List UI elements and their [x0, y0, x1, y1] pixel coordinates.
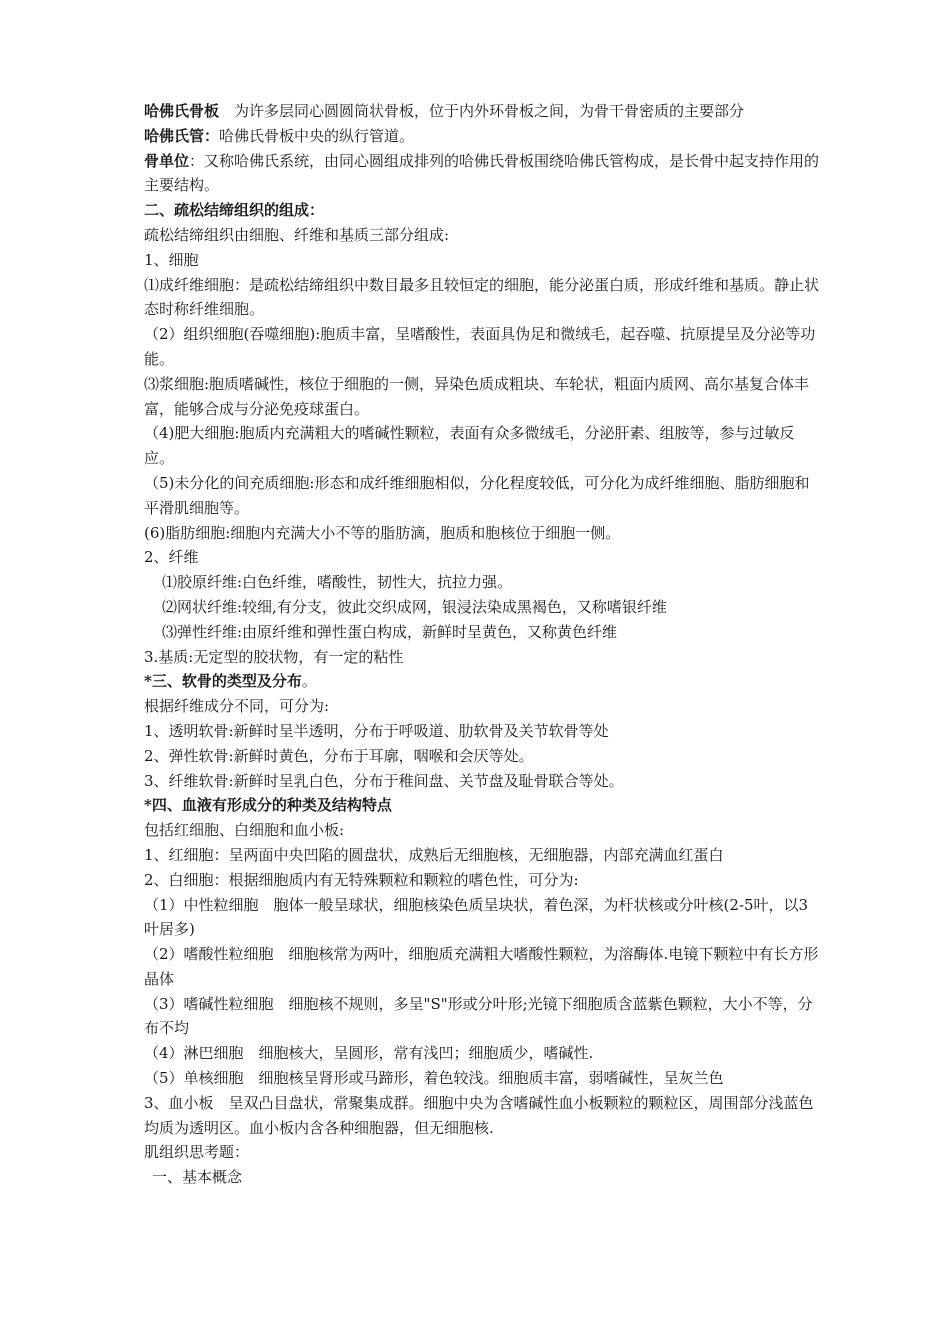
- paragraph: ⑴胶原纤维:白色纤维，嗜酸性，韧性大，抗拉力强。: [162, 573, 513, 592]
- subheading-cells: 1、细胞: [144, 250, 199, 269]
- paragraph: 3.基质:无定型的胶状物，有一定的粘性: [144, 647, 404, 666]
- paragraph: ⑶弹性纤维:由原纤维和弹性蛋白构成，新鲜时呈黄色，又称黄色纤维: [162, 622, 618, 641]
- paragraph-haversian-canal: 哈佛氏管：哈佛氏骨板中央的纵行管道。: [144, 126, 415, 145]
- paragraph: ⑵网状纤维:较细,有分支，彼此交织成网，银浸法染成黑褐色，又称嗜银纤维: [162, 597, 667, 616]
- paragraph: 2、白细胞：根据细胞质内有无特殊颗粒和颗粒的嗜色性，可分为:: [144, 870, 579, 889]
- term-osteon: 骨单位: [144, 151, 190, 170]
- term-haversian-canal: 哈佛氏管：: [144, 126, 220, 145]
- paragraph: （1）中性粒细胞 胞体一般呈球状，细胞核染色质呈块状，着色深，为杆状核或分叶核(2-5叶，以3叶居多): [144, 895, 809, 939]
- document-body: [144, 99, 820, 1190]
- paragraph: 根据纤维成分不同，可分为:: [144, 697, 330, 716]
- paragraph: (6)脂肪细胞:细胞内充满大小不等的脂肪滴，胞质和胞核位于细胞一侧。: [144, 523, 621, 542]
- paragraph-haversian-lamella: 哈佛氏骨板 为许多层同心圆圆筒状骨板，位于内外环骨板之间，为骨干骨密质的主要部分: [144, 102, 745, 120]
- section-heading-2: 二、疏松结缔组织的组成：: [144, 201, 325, 220]
- paragraph: （5)未分化的间充质细胞:形态和成纤维细胞相似，分化程度较低，可分化为成纤维细胞、脂肪细胞和平滑肌细胞等。: [144, 473, 810, 517]
- paragraph: 2、弹性软骨:新鲜时黄色，分布于耳廓，咽喉和会厌等处。: [144, 746, 534, 765]
- section-heading-3: *三、软骨的类型及分布。: [144, 672, 317, 691]
- paragraph: （4)肥大细胞:胞质内充满粗大的嗜碱性颗粒，表面有众多微绒毛，分泌肝素、组胺等，参与过敏反应。: [144, 424, 795, 468]
- paragraph: 3、血小板 呈双凸目盘状，常聚集成群。细胞中央为含嗜碱性血小板颗粒的颗粒区，周围部分浅蓝色均质为透明区。血小板内含各种细胞器，但无细胞核.: [144, 1093, 814, 1137]
- paragraph-osteon: 骨单位：又称哈佛氏系统，由同心圆组成排列的哈佛氏骨板围绕哈佛氏管构成，是长骨中起支持作用的主要结构。: [144, 151, 820, 195]
- paragraph: （2）嗜酸性粒细胞 细胞核常为两叶，细胞质充满粗大嗜酸性颗粒，为溶酶体.电镜下颗粒中有长方形晶体: [144, 945, 819, 988]
- paragraph: 疏松结缔组织由细胞、纤维和基质三部分组成:: [144, 225, 450, 244]
- paragraph: 一、基本概念: [152, 1168, 243, 1187]
- paragraph: （5）单核细胞 细胞核呈肾形或马蹄形，着色较浅。细胞质丰富，弱嗜碱性，呈灰兰色: [144, 1069, 724, 1088]
- section-heading-4: *四、血液有形成分的种类及结构特点: [144, 796, 392, 815]
- paragraph: 肌组织思考题：: [144, 1143, 250, 1162]
- paragraph: 1、透明软骨:新鲜时呈半透明，分布于呼吸道、肋软骨及关节软骨等处: [144, 721, 609, 740]
- paragraph: ⑶浆细胞:胞质嗜碱性，核位于细胞的一侧，异染色质成粗块、车轮状，粗面内质网、高尔基复合体丰富，能够合成与分泌免疫球蛋白。: [144, 374, 810, 418]
- paragraph: （3）嗜碱性粒细胞 细胞核不规则，多呈"S"形或分叶形;光镜下细胞质含蓝紫色颗粒，大小不等，分布不均: [144, 994, 813, 1038]
- paragraph: 1、红细胞：呈两面中央凹陷的圆盘状，成熟后无细胞核，无细胞器，内部充满血红蛋白: [144, 845, 724, 864]
- subheading-fibers: 2、纤维: [144, 548, 199, 567]
- term-haversian-lamella: 哈佛氏骨板: [144, 102, 220, 120]
- paragraph: （2）组织细胞(吞噬细胞):胞质丰富，呈嗜酸性，表面具伪足和微绒毛，起吞噬、抗原提呈及分泌等功能。: [144, 325, 816, 368]
- paragraph: 包括红细胞、白细胞和血小板:: [144, 821, 345, 840]
- paragraph: ⑴成纤维细胞：是疏松结缔组织中数目最多且较恒定的细胞，能分泌蛋白质，形成纤维和基质。静止状态时称纤维细胞。: [144, 275, 820, 319]
- paragraph: 3、纤维软骨:新鲜时呈乳白色，分布于稚间盘、关节盘及耻骨联合等处。: [144, 771, 624, 790]
- paragraph: （4）淋巴细胞 细胞核大，呈圆形，常有浅凹；细胞质少，嗜碱性.: [144, 1044, 594, 1063]
